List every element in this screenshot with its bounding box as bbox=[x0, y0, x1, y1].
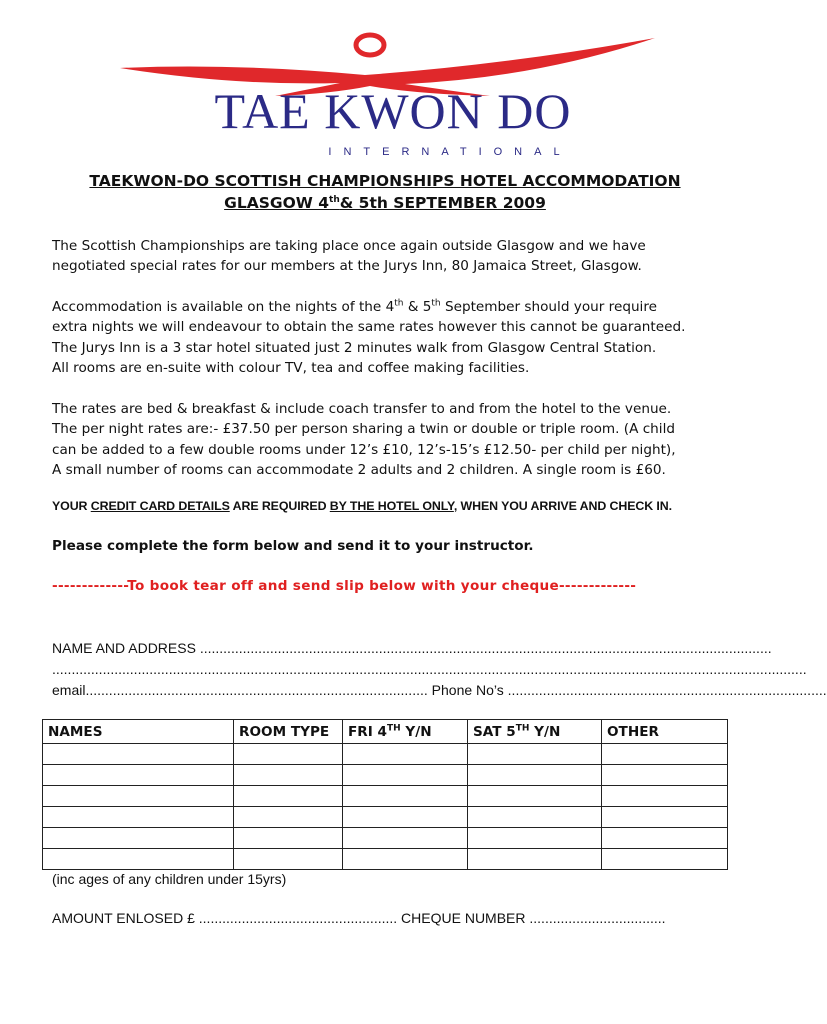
header-other: OTHER bbox=[602, 720, 728, 744]
table-cell[interactable] bbox=[468, 828, 602, 849]
table-cell[interactable] bbox=[468, 744, 602, 765]
table-cell[interactable] bbox=[234, 807, 343, 828]
table-cell[interactable] bbox=[43, 786, 234, 807]
table-cell[interactable] bbox=[234, 849, 343, 870]
table-cell[interactable] bbox=[343, 786, 468, 807]
table-cell[interactable] bbox=[43, 807, 234, 828]
table-cell[interactable] bbox=[602, 744, 728, 765]
header-names: NAMES bbox=[43, 720, 234, 744]
table-cell[interactable] bbox=[43, 765, 234, 786]
table-cell[interactable] bbox=[43, 828, 234, 849]
rates-paragraph: The rates are bed & breakfast & include coach transfer to and from the hotel to the venue. The per night rates are:- £37.50 per person sharing a twin or double or triple room. (A child can be added to a few double rooms under 12’s £10, 12’s-15’s £12.50- per child per night), A small number of rooms can accommodate 2 adults and 2 children. A single room is £60. bbox=[52, 401, 676, 478]
table-cell[interactable] bbox=[602, 849, 728, 870]
table-cell[interactable] bbox=[234, 786, 343, 807]
amount-cheque-field[interactable]: AMOUNT ENLOSED £ ................................................... CHEQUE NUMBER ................................... bbox=[52, 910, 666, 926]
table-cell[interactable] bbox=[343, 807, 468, 828]
header-sat: SAT 5TH Y/N bbox=[468, 720, 602, 744]
table-cell[interactable] bbox=[468, 765, 602, 786]
table-cell[interactable] bbox=[468, 786, 602, 807]
tear-off-line: -------------To book tear off and send slip below with your cheque------------- bbox=[52, 578, 637, 594]
table-cell[interactable] bbox=[602, 786, 728, 807]
table-cell[interactable] bbox=[343, 765, 468, 786]
table-cell[interactable] bbox=[234, 765, 343, 786]
header-fri: FRI 4TH Y/N bbox=[343, 720, 468, 744]
accommodation-paragraph: Accommodation is available on the nights of the 4th & 5th September should your require extra nights we will endeavour to obtain the same rates however this cannot be guaranteed. The Jurys Inn is a 3 star hotel situated just 2 minutes walk from Glasgow Central Station. All rooms are en-suite with colour TV, tea and coffee making facilities. bbox=[52, 298, 686, 376]
credit-card-notice: YOUR CREDIT CARD DETAILS ARE REQUIRED BY THE HOTEL ONLY, WHEN YOU ARRIVE AND CHECK IN. bbox=[52, 499, 672, 513]
address-line-field[interactable]: .................................................................................................................................................................................................. bbox=[52, 661, 807, 677]
booking-table bbox=[42, 719, 728, 870]
table-row[interactable] bbox=[43, 807, 728, 828]
page-title-line1: TAEKWON-DO SCOTTISH CHAMPIONSHIPS HOTEL ACCOMMODATION bbox=[89, 172, 681, 190]
table-cell[interactable] bbox=[43, 744, 234, 765]
instruction-text: Please complete the form below and send it to your instructor. bbox=[52, 538, 534, 554]
table-cell[interactable] bbox=[343, 744, 468, 765]
table-cell[interactable] bbox=[602, 765, 728, 786]
table-cell[interactable] bbox=[43, 849, 234, 870]
table-cell[interactable] bbox=[602, 807, 728, 828]
table-row[interactable] bbox=[43, 786, 728, 807]
intro-paragraph: The Scottish Championships are taking place once again outside Glasgow and we have negotiated special rates for our members at the Jurys Inn, 80 Jamaica Street, Glasgow. bbox=[52, 238, 646, 275]
table-cell[interactable] bbox=[468, 807, 602, 828]
table-row[interactable] bbox=[43, 765, 728, 786]
logo-main-text: TAE KWON DO bbox=[214, 83, 572, 139]
logo-sub-text: INTERNATIONAL bbox=[328, 146, 572, 158]
table-cell[interactable] bbox=[468, 849, 602, 870]
email-phone-field[interactable]: email........................................................................................ Phone No’s .................................................................................. bbox=[52, 682, 827, 698]
table-row[interactable] bbox=[43, 744, 728, 765]
header-room-type: ROOM TYPE bbox=[234, 720, 343, 744]
table-cell[interactable] bbox=[343, 828, 468, 849]
page-title-line2: GLASGOW 4th& 5th SEPTEMBER 2009 bbox=[224, 194, 546, 212]
table-cell[interactable] bbox=[234, 828, 343, 849]
table-header-row bbox=[43, 720, 728, 744]
table-cell[interactable] bbox=[602, 828, 728, 849]
tkd-logo bbox=[115, 28, 660, 158]
table-row[interactable] bbox=[43, 828, 728, 849]
table-cell[interactable] bbox=[343, 849, 468, 870]
name-address-field[interactable]: NAME AND ADDRESS ................................................................................................................................................... bbox=[52, 640, 772, 656]
children-ages-note: (inc ages of any children under 15yrs) bbox=[52, 871, 287, 887]
table-row[interactable] bbox=[43, 849, 728, 870]
table-cell[interactable] bbox=[234, 744, 343, 765]
